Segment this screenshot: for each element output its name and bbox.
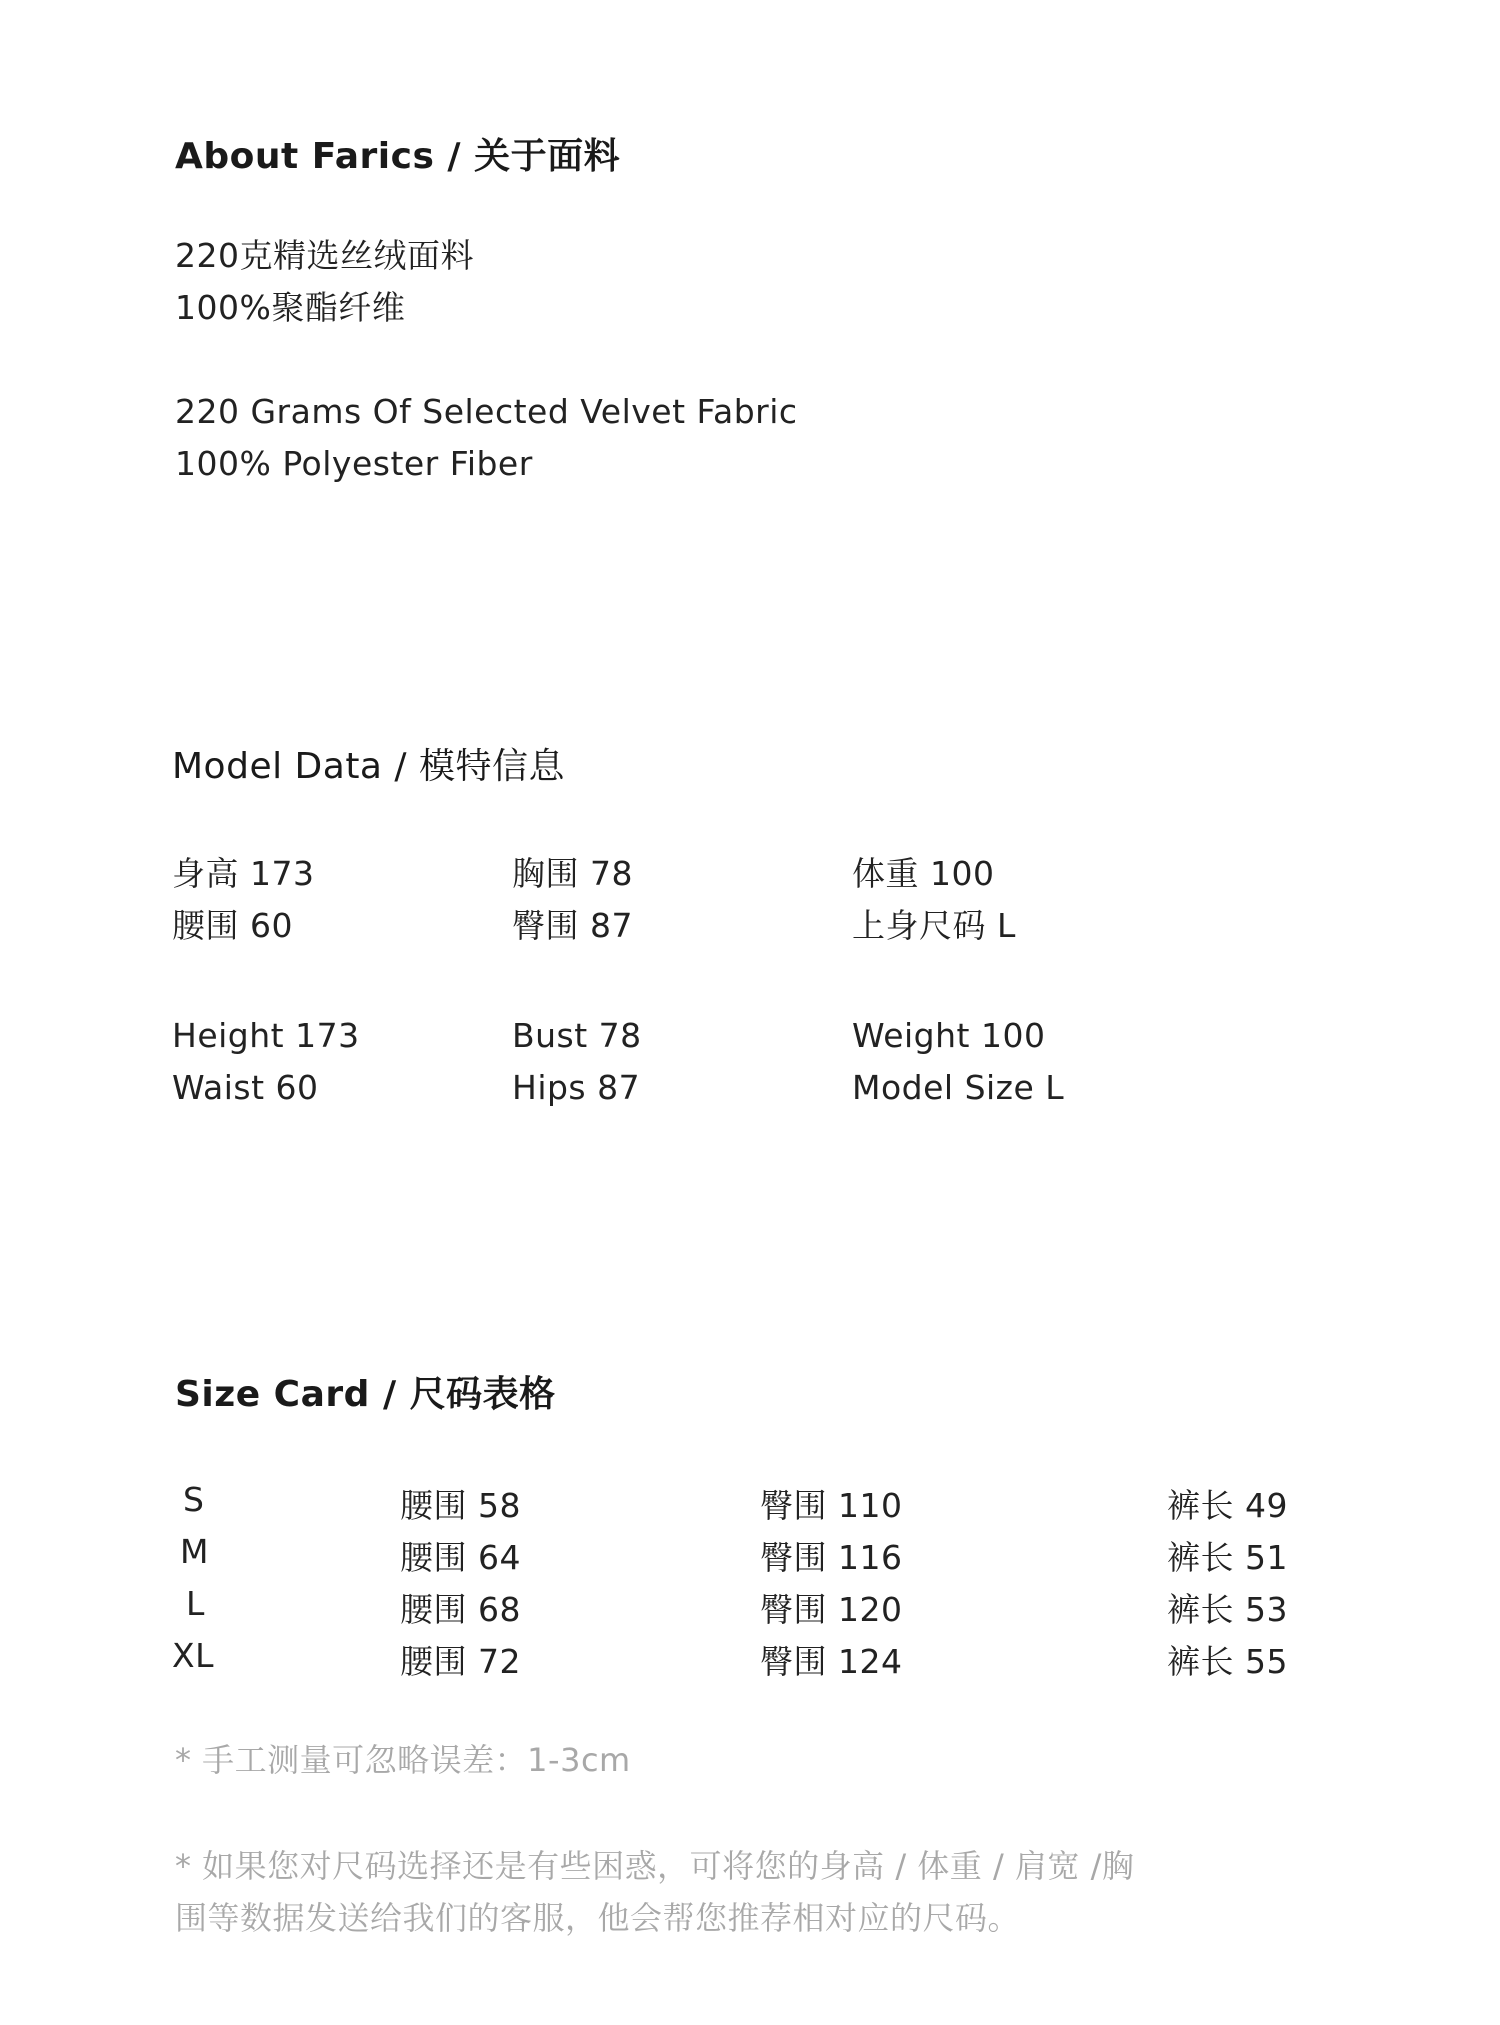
measurement-note: * 手工测量可忽略误差：1-3cm bbox=[175, 1741, 631, 1779]
size-waist: 腰围 64 bbox=[400, 1538, 521, 1577]
size-hips: 臀围 124 bbox=[760, 1642, 903, 1681]
size-length: 裤长 49 bbox=[1167, 1486, 1288, 1525]
size-hips: 臀围 120 bbox=[760, 1590, 903, 1629]
fabric-en-line: 220 Grams Of Selected Velvet Fabric bbox=[175, 392, 798, 431]
size-advice-line: * 如果您对尺码选择还是有些困惑，可将您的身高 / 体重 / 肩宽 /胸 bbox=[175, 1847, 1135, 1885]
model-cn-bust: 胸围 78 bbox=[512, 854, 633, 893]
size-label: M bbox=[180, 1532, 209, 1571]
model-cn-weight: 体重 100 bbox=[852, 854, 995, 893]
size-waist: 腰围 58 bbox=[400, 1486, 521, 1525]
model-section-title: Model Data / 模特信息 bbox=[172, 746, 566, 787]
model-cn-size: 上身尺码 L bbox=[852, 906, 1016, 945]
size-label: S bbox=[183, 1480, 205, 1519]
fabric-cn-line: 100%聚酯纤维 bbox=[175, 288, 406, 327]
model-en-weight: Weight 100 bbox=[852, 1016, 1046, 1055]
model-cn-waist: 腰围 60 bbox=[172, 906, 293, 945]
model-en-bust: Bust 78 bbox=[512, 1016, 642, 1055]
size-hips: 臀围 116 bbox=[760, 1538, 903, 1577]
model-en-hips: Hips 87 bbox=[512, 1068, 641, 1107]
fabric-en-line: 100% Polyester Fiber bbox=[175, 444, 533, 483]
model-cn-height: 身高 173 bbox=[172, 854, 315, 893]
size-advice-note bbox=[175, 1840, 1134, 1944]
size-label: L bbox=[186, 1584, 205, 1623]
model-en-waist: Waist 60 bbox=[172, 1068, 319, 1107]
fabric-cn-block bbox=[175, 230, 474, 334]
model-en-size: Model Size L bbox=[852, 1068, 1065, 1107]
model-en-height: Height 173 bbox=[172, 1016, 360, 1055]
size-hips: 臀围 110 bbox=[760, 1486, 903, 1525]
fabric-cn-line: 220克精选丝绒面料 bbox=[175, 236, 474, 275]
fabric-en-block bbox=[175, 386, 798, 490]
size-advice-line: 围等数据发送给我们的客服，他会帮您推荐相对应的尺码。 bbox=[175, 1899, 1021, 1937]
size-section-title: Size Card / 尺码表格 bbox=[175, 1374, 556, 1415]
size-length: 裤长 55 bbox=[1167, 1642, 1288, 1681]
model-cn-hips: 臀围 87 bbox=[512, 906, 633, 945]
size-length: 裤长 51 bbox=[1167, 1538, 1288, 1577]
size-waist: 腰围 72 bbox=[400, 1642, 521, 1681]
fabric-section-title: About Farics / 关于面料 bbox=[175, 136, 621, 177]
size-waist: 腰围 68 bbox=[400, 1590, 521, 1629]
size-length: 裤长 53 bbox=[1167, 1590, 1288, 1629]
size-label: XL bbox=[172, 1636, 214, 1675]
